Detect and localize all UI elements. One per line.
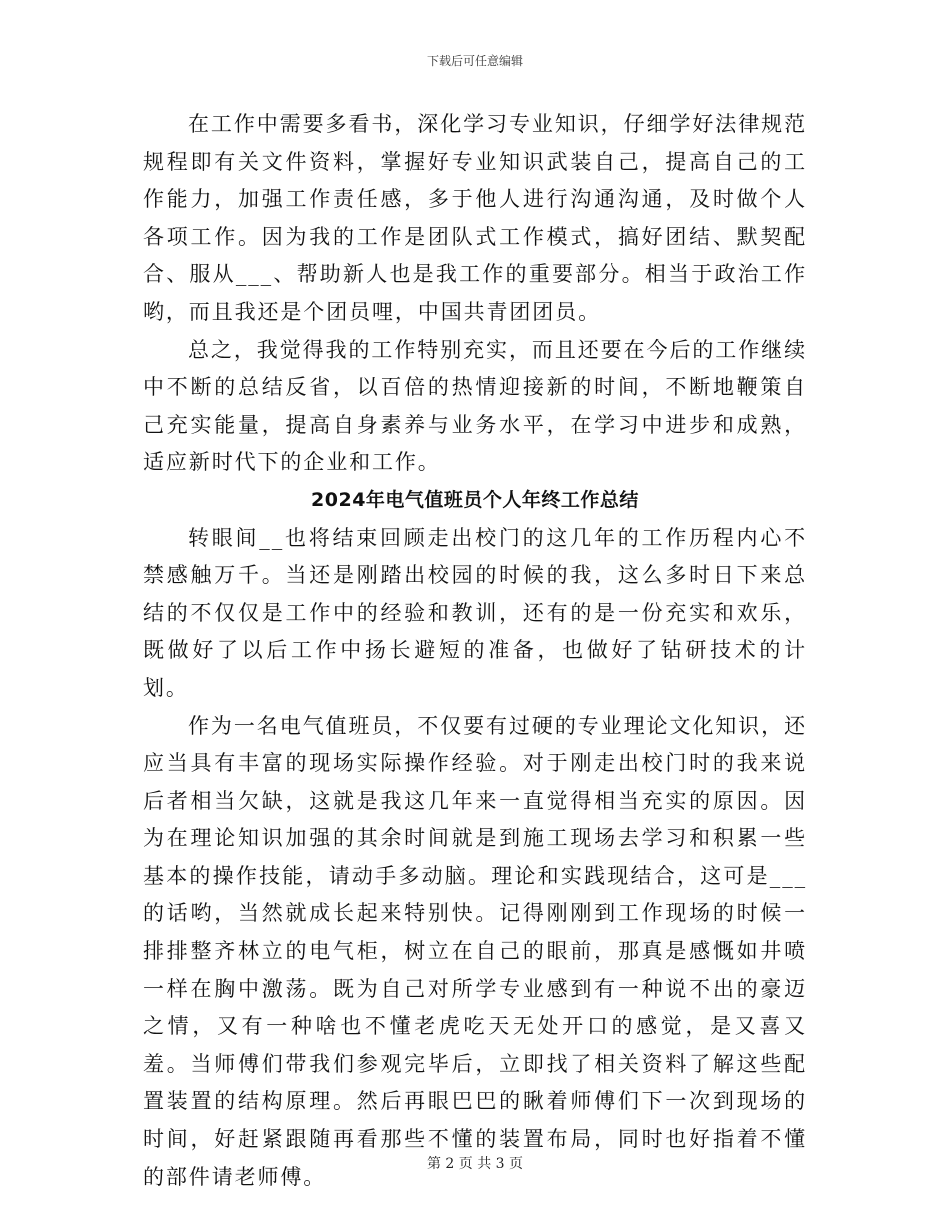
section-title: 2024年电气值班员个人年终工作总结 xyxy=(311,488,639,511)
paragraph-work-study: 在工作中需要多看书，深化学习专业知识，仔细学好法律规范规程即有关文件资料，掌握好专业知识武装自己，提高自己的工作能力，加强工作责任感，多于他人进行沟通沟通，及时做个人各项工作。因为我的工作是团队式工作模式，搞好团结、默契配合、服从___、帮助新人也是我工作的重要部分。相当于政治工作哟，而且我还是个团员哩，中国共青团团员。 xyxy=(143,112,807,324)
paragraph-intro: 转眼间__也将结束回顾走出校门的这几年的工作历程内心不禁感触万千。当还是刚踏出校园的时候的我，这么多时日下来总结的不仅仅是工作中的经验和教训，还有的是一份充实和欢乐，既做好了以后工作中扬长避短的准备，也做好了钻研技术的计划。 xyxy=(143,525,807,700)
paragraph-experience: 作为一名电气值班员，不仅要有过硬的专业理论文化知识，还应当具有丰富的现场实际操作经验。对于刚走出校门时的我来说后者相当欠缺，这就是我这几年来一直觉得相当充实的原因。因为在理论知识加强的其余时间就是到施工现场去学习和积累一些基本的操作技能，请动手多动脑。理论和实践现结合，这可是___的话哟，当然就成长起来特别快。记得刚刚到工作现场的时候一排排整齐林立的电气柜，树立在自己的眼前，那真是感慨如井喷一样在胸中激荡。既为自己对所学专业感到有一种说不出的豪迈之情，又有一种啥也不懂老虎吃天无处开口的感觉，是又喜又羞。当师傅们带我们参观完毕后，立即找了相关资料了解这些配置装置的结构原理。然后再眼巴巴的瞅着师傅们下一次到现场的时间，好赶紧跟随再看那些不懂的装置布局，同时也好指着不懂的部件请老师傅。 xyxy=(143,713,807,1189)
document-body xyxy=(143,106,807,1196)
paragraph-conclusion: 总之，我觉得我的工作特别充实，而且还要在今后的工作继续中不断的总结反省，以百倍的热情迎接新的时间，不断地鞭策自己充实能量，提高自身素养与业务水平，在学习中进步和成熟，适应新时代下的企业和工作。 xyxy=(143,337,807,475)
page-number: 第 2 页 共 3 页 xyxy=(426,1156,524,1172)
header-note: 下载后可任意编辑 xyxy=(426,54,523,68)
